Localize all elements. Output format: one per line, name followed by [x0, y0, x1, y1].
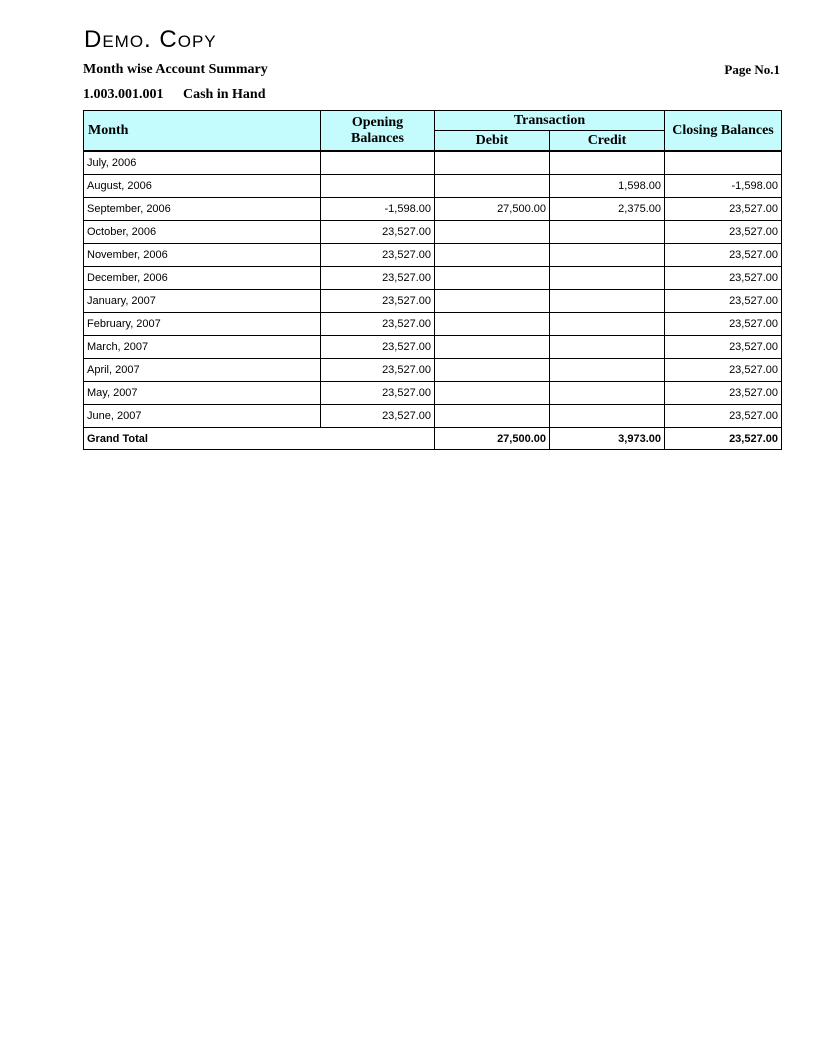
cell-opening: 23,527.00 — [321, 221, 435, 244]
column-header-debit: Debit — [435, 131, 550, 152]
cell-opening: 23,527.00 — [321, 290, 435, 313]
cell-closing — [665, 151, 782, 175]
page-number: Page No.1 — [724, 62, 780, 77]
cell-month: August, 2006 — [84, 175, 321, 198]
cell-opening — [321, 175, 435, 198]
table-row — [84, 382, 782, 405]
cell-closing: 23,527.00 — [665, 313, 782, 336]
cell-credit — [550, 359, 665, 382]
cell-credit — [550, 151, 665, 175]
cell-debit — [435, 175, 550, 198]
table-row — [84, 359, 782, 382]
cell-month: June, 2007 — [84, 405, 321, 428]
cell-debit — [435, 359, 550, 382]
cell-closing: 23,527.00 — [665, 382, 782, 405]
cell-debit — [435, 151, 550, 175]
cell-credit — [550, 267, 665, 290]
grand-total-credit: 3,973.00 — [550, 428, 665, 450]
cell-month: December, 2006 — [84, 267, 321, 290]
cell-credit — [550, 290, 665, 313]
grand-total-label: Grand Total — [84, 428, 321, 450]
cell-credit: 2,375.00 — [550, 198, 665, 221]
table-row — [84, 313, 782, 336]
cell-credit — [550, 244, 665, 267]
column-header-closing-balances: Closing Balances — [665, 111, 782, 152]
cell-debit — [435, 405, 550, 428]
cell-month: March, 2007 — [84, 336, 321, 359]
cell-closing: 23,527.00 — [665, 198, 782, 221]
cell-opening: 23,527.00 — [321, 405, 435, 428]
report-title: Month wise Account Summary — [83, 62, 268, 77]
cell-closing: 23,527.00 — [665, 336, 782, 359]
column-header-transaction: Transaction — [435, 111, 665, 131]
cell-opening: 23,527.00 — [321, 382, 435, 405]
cell-opening: 23,527.00 — [321, 244, 435, 267]
cell-debit — [435, 244, 550, 267]
cell-opening: 23,527.00 — [321, 267, 435, 290]
table-row — [84, 221, 782, 244]
column-header-month: Month — [84, 111, 321, 152]
cell-opening: 23,527.00 — [321, 313, 435, 336]
cell-debit — [435, 267, 550, 290]
cell-month: October, 2006 — [84, 221, 321, 244]
cell-closing: 23,527.00 — [665, 405, 782, 428]
account-summary-table — [83, 110, 782, 450]
cell-month: July, 2006 — [84, 151, 321, 175]
cell-debit — [435, 382, 550, 405]
cell-opening: 23,527.00 — [321, 359, 435, 382]
cell-month: May, 2007 — [84, 382, 321, 405]
cell-opening: -1,598.00 — [321, 198, 435, 221]
account-heading — [83, 87, 265, 103]
cell-month: February, 2007 — [84, 313, 321, 336]
cell-closing: 23,527.00 — [665, 244, 782, 267]
cell-closing: 23,527.00 — [665, 359, 782, 382]
cell-credit: 1,598.00 — [550, 175, 665, 198]
cell-opening — [321, 151, 435, 175]
grand-total-row — [84, 428, 782, 450]
table-row — [84, 267, 782, 290]
cell-debit — [435, 336, 550, 359]
grand-total-closing: 23,527.00 — [665, 428, 782, 450]
column-header-opening-balances: Opening Balances — [321, 111, 435, 152]
cell-closing: 23,527.00 — [665, 290, 782, 313]
cell-credit — [550, 336, 665, 359]
cell-debit — [435, 290, 550, 313]
cell-closing: -1,598.00 — [665, 175, 782, 198]
account-code: 1.003.001.001 — [83, 87, 164, 102]
table-row — [84, 405, 782, 428]
cell-month: January, 2007 — [84, 290, 321, 313]
cell-credit — [550, 382, 665, 405]
cell-month: April, 2007 — [84, 359, 321, 382]
cell-debit — [435, 313, 550, 336]
table-row — [84, 175, 782, 198]
table-row — [84, 151, 782, 175]
column-header-credit: Credit — [550, 131, 665, 152]
grand-total-opening — [321, 428, 435, 450]
cell-month: September, 2006 — [84, 198, 321, 221]
account-name: Cash in Hand — [183, 87, 266, 102]
grand-total-debit: 27,500.00 — [435, 428, 550, 450]
table-row — [84, 290, 782, 313]
cell-debit: 27,500.00 — [435, 198, 550, 221]
cell-month: November, 2006 — [84, 244, 321, 267]
cell-closing: 23,527.00 — [665, 267, 782, 290]
cell-credit — [550, 405, 665, 428]
cell-closing: 23,527.00 — [665, 221, 782, 244]
cell-debit — [435, 221, 550, 244]
table-row — [84, 244, 782, 267]
table-row — [84, 336, 782, 359]
table-row — [84, 198, 782, 221]
company-name: Demo. Copy — [84, 26, 217, 53]
cell-opening: 23,527.00 — [321, 336, 435, 359]
cell-credit — [550, 221, 665, 244]
cell-credit — [550, 313, 665, 336]
